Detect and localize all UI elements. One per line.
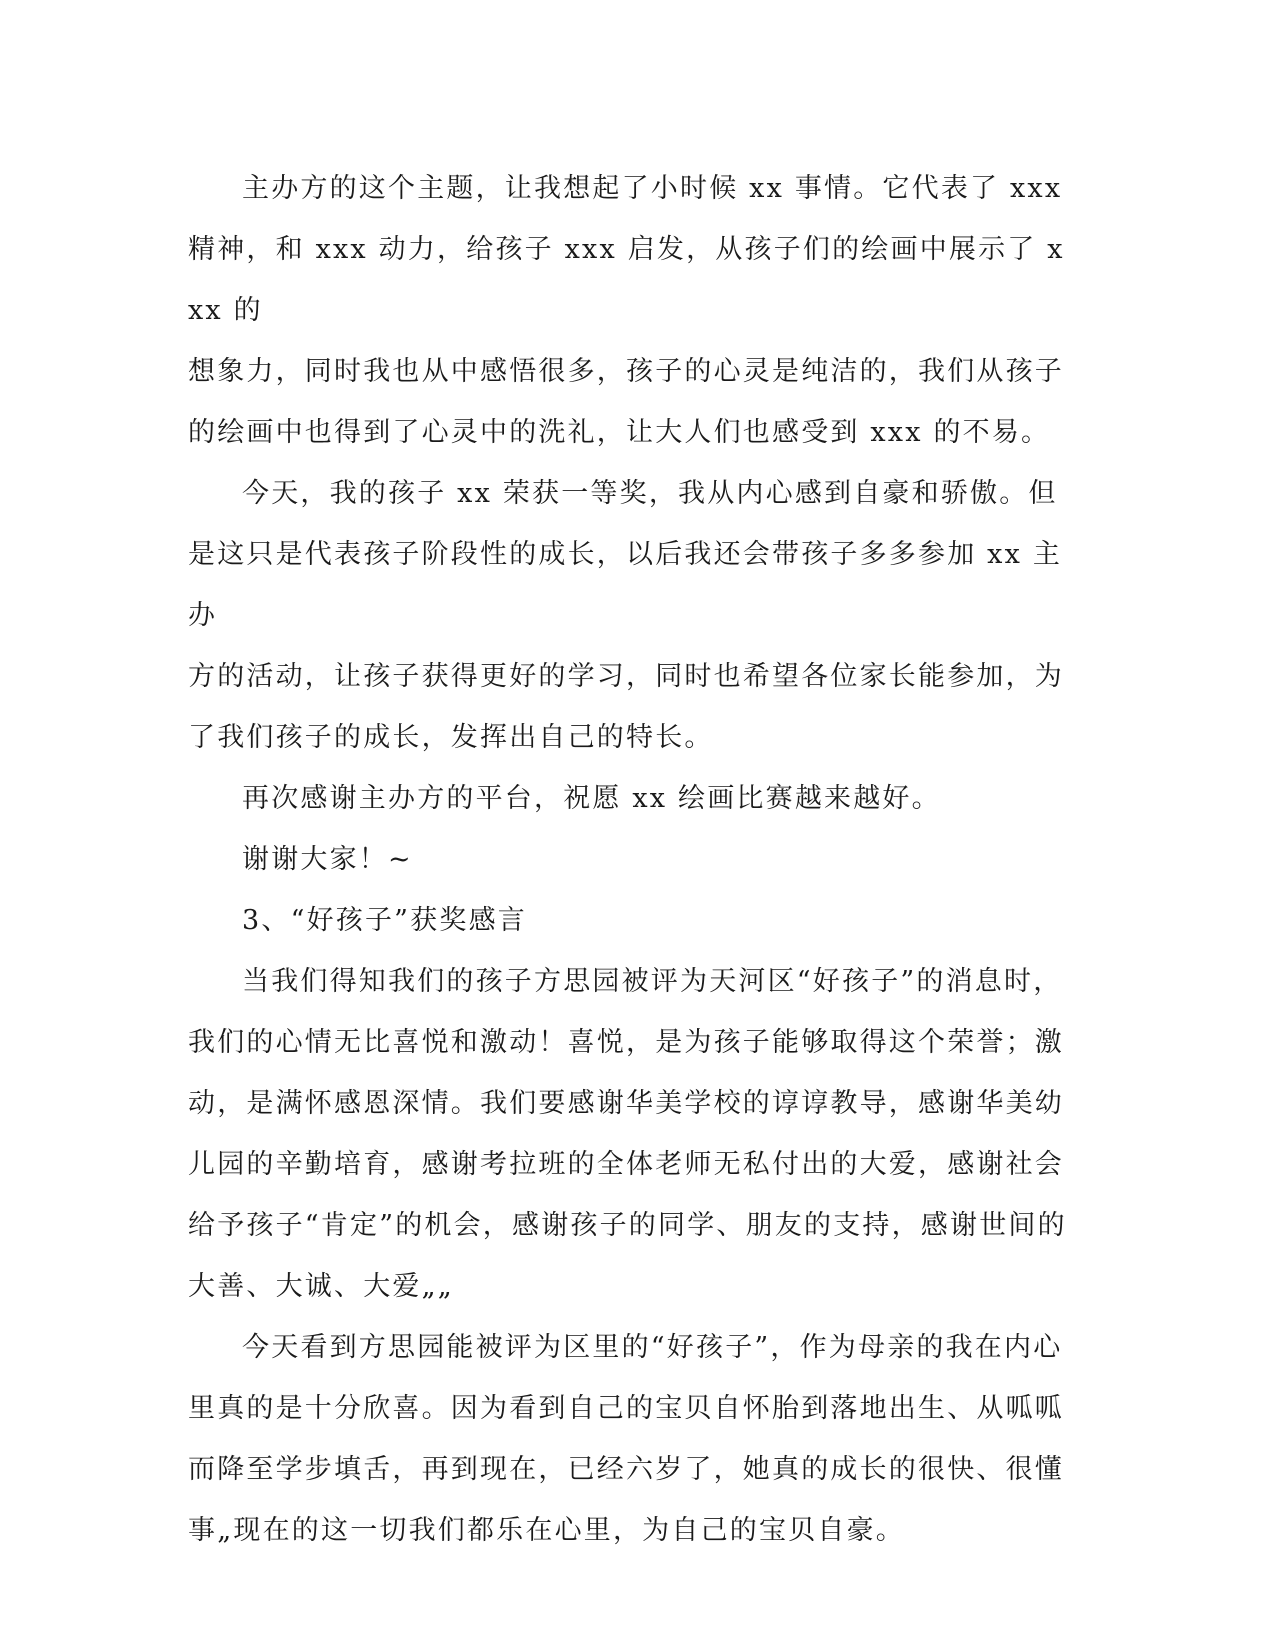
text-line: 事„现在的这一切我们都乐在心里，为自己的宝贝自豪。 — [188, 1515, 905, 1546]
text-line: 是这只是代表孩子阶段性的成长，以后我还会带孩子多多参加 xx 主办 — [188, 539, 1063, 631]
text-line: 里真的是十分欣喜。因为看到自己的宝贝自怀胎到落地出生、从呱呱 — [188, 1393, 1064, 1424]
text-line: 大善、大诚、大爱„„ — [188, 1271, 454, 1302]
text-line: 主办方的这个主题，让我想起了小时候 xx 事情。它代表了 xxx — [242, 173, 1063, 204]
document-body — [188, 158, 1078, 1561]
text-line: 想象力，同时我也从中感悟很多，孩子的心灵是纯洁的，我们从孩子 — [188, 356, 1064, 387]
paragraph-organizer-theme — [188, 158, 1078, 463]
text-line: 今天看到方思园能被评为区里的“好孩子”，作为母亲的我在内心 — [242, 1332, 1063, 1363]
section-heading: 3、“好孩子”获奖感言 — [242, 905, 527, 936]
paragraph-good-child-news — [188, 951, 1078, 1317]
text-line: 的绘画中也得到了心灵中的洗礼，让大人们也感受到 xxx 的不易。 — [188, 417, 1051, 448]
text-line: 给予孩子“肯定”的机会，感谢孩子的同学、朋友的支持，感谢世间的 — [188, 1210, 1067, 1241]
text-line: 方的活动，让孩子获得更好的学习，同时也希望各位家长能参加，为 — [188, 661, 1064, 692]
text-line: 而降至学步填舌，再到现在，已经六岁了，她真的成长的很快、很懂 — [188, 1454, 1064, 1485]
text-line: 了我们孩子的成长，发挥出自己的特长。 — [188, 722, 714, 753]
paragraph-thank-you: 谢谢大家！~ — [242, 844, 413, 875]
text-line: 我们的心情无比喜悦和激动！喜悦，是为孩子能够取得这个荣誉；激 — [188, 1027, 1064, 1058]
paragraph-mother-feelings — [188, 1317, 1078, 1561]
paragraph-award — [188, 463, 1078, 768]
paragraph-thanks-organizer: 再次感谢主办方的平台，祝愿 xx 绘画比赛越来越好。 — [242, 783, 941, 814]
text-line: 今天，我的孩子 xx 荣获一等奖，我从内心感到自豪和骄傲。但 — [242, 478, 1058, 509]
text-line: 当我们得知我们的孩子方思园被评为天河区“好孩子”的消息时， — [242, 966, 1063, 997]
text-line: 儿园的辛勤培育，感谢考拉班的全体老师无私付出的大爱，感谢社会 — [188, 1149, 1064, 1180]
text-line: 精神，和 xxx 动力，给孩子 xxx 启发，从孩子们的绘画中展示了 xxx 的 — [188, 234, 1065, 326]
text-line: 动，是满怀感恩深情。我们要感谢华美学校的谆谆教导，感谢华美幼 — [188, 1088, 1064, 1119]
